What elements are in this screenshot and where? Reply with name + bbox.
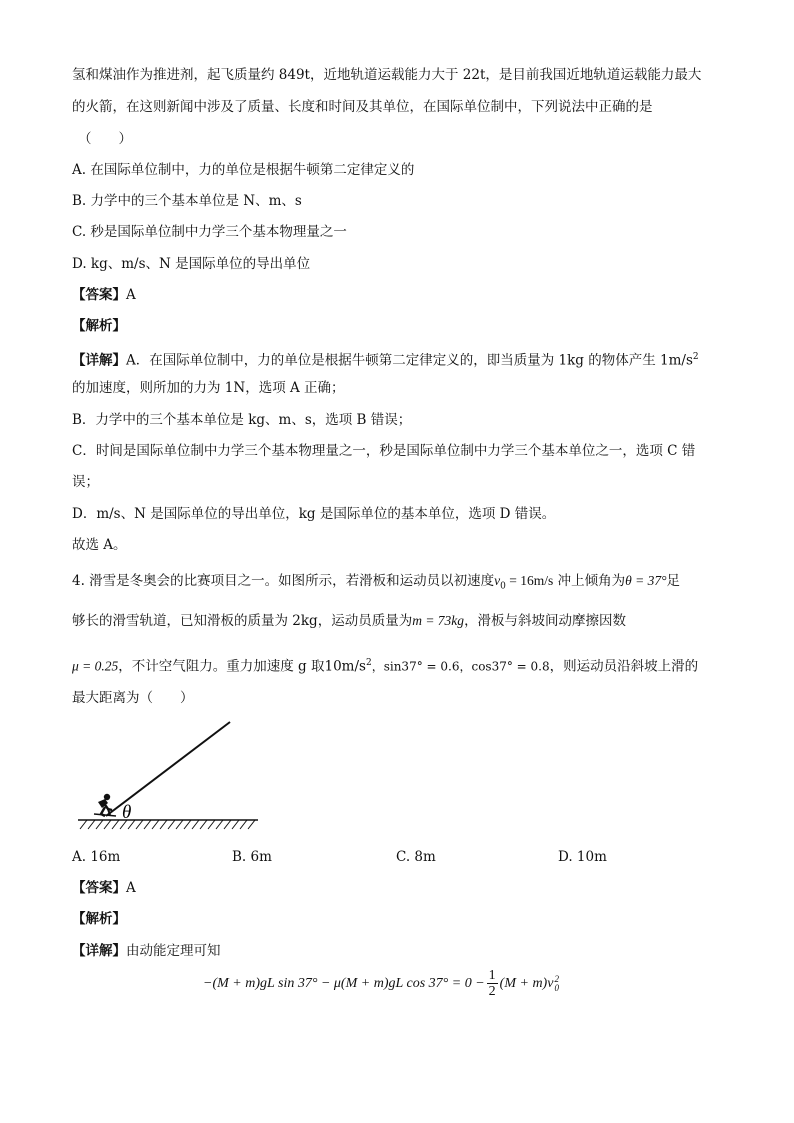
detail-text: 由动能定理可知 (126, 943, 221, 959)
q4-analysis-label: 【解析】 (72, 911, 126, 927)
q3-detail-line2: 的加速度，则所加的力为 1N，选项 A 正确； (72, 380, 345, 396)
q3-option-d: D. kg、m/s、N 是国际单位的导出单位 (72, 256, 311, 272)
detail-label: 【详解】 (72, 352, 126, 369)
equation-right: (M + m)v (499, 975, 554, 991)
q4-text: ，则运动员沿斜坡上滑的 (549, 658, 699, 675)
fraction-denominator: 2 (488, 984, 496, 999)
superscript: 2 (365, 658, 372, 668)
q4-option-c: C. 8m (396, 849, 436, 865)
answer-value: A (126, 880, 136, 896)
velocity-symbol: v (494, 573, 501, 588)
q3-stem-line1: 氢和煤油作为推进剂，起飞质量约 849t，近地轨道运载能力大于 22t，是目前我国近地轨道运载能力最大 (72, 67, 702, 83)
angle-value: θ = 37° (625, 573, 667, 588)
fraction (487, 968, 498, 999)
q4-text: 够长的滑雪轨道，已知滑板的质量为 2kg，运动员质量为 (72, 613, 413, 629)
q4-stem-line3 (72, 654, 698, 676)
q4-text: 足 (666, 573, 680, 589)
q3-stem-line2: 的火箭，在这则新闻中涉及了质量、长度和时间及其单位，在国际单位制中，下列说法中正确的是 (72, 99, 653, 115)
q4-text: ，滑板与斜坡间动摩擦因数 (464, 613, 627, 629)
answer-label: 【答案】 (72, 287, 126, 303)
q4-detail (72, 942, 221, 960)
energy-equation (203, 968, 559, 999)
q4-text: ，不计空气阻力。重力加速度 g 取 (118, 658, 325, 675)
gravity-value: 10m/s (324, 658, 366, 675)
fraction-numerator: 1 (488, 968, 496, 983)
q3-detail-line6: D．m/s、N 是国际单位的导出单位，kg 是国际单位的基本单位，选项 D 错误。 (72, 506, 556, 522)
q4-text: 冲上倾角为 (553, 573, 626, 589)
q3-detail-line1 (72, 348, 699, 370)
q3-option-b: B. 力学中的三个基本单位是 N、m、s (72, 193, 302, 209)
slope-figure (72, 712, 272, 837)
equation-left: −(M + m)gL sin 37° − μ(M + m)gL cos 37° = 0 − (203, 975, 485, 991)
subscript: 0 (554, 982, 559, 993)
detail-label: 【详解】 (72, 943, 126, 959)
cos-value: ，cos37° = 0.8 (459, 659, 550, 674)
q3-option-a: A. 在国际单位制中，力的单位是根据牛顿第二定律定义的 (72, 162, 415, 178)
angle-theta-label: θ (122, 802, 132, 823)
q4-option-b: B. 6m (232, 849, 272, 865)
detail-text: A．在国际单位制中，力的单位是根据牛顿第二定律定义的，即当质量为 1kg 的物体产生 1m/s (126, 352, 693, 369)
q3-answer-blank: （ ） (78, 131, 132, 147)
q3-conclusion: 故选 A。 (72, 537, 127, 553)
q4-stem-line2 (72, 612, 626, 630)
q4-stem-line1 (72, 572, 680, 596)
velocity-value: = 16m/s (505, 573, 554, 588)
q3-detail-line4: C．时间是国际单位制中力学三个基本物理量之一，秒是国际单位制中力学三个基本单位之一，选项 C 错 (72, 443, 696, 459)
sin-value: ，sin37° = 0.6 (371, 659, 460, 674)
ground-hatching (80, 820, 255, 829)
q4-stem-line4: 最大距离为（ ） (72, 690, 194, 706)
mass-value: m = 73kg (412, 613, 465, 628)
q3-answer (72, 286, 136, 304)
q4-option-d: D. 10m (558, 849, 607, 865)
superscript: 2 (692, 352, 699, 362)
q3-detail-line3: B．力学中的三个基本单位是 kg、m、s，选项 B 错误； (72, 412, 412, 428)
friction-coefficient: μ = 0.25 (72, 658, 119, 674)
skier-icon (94, 794, 116, 816)
answer-label: 【答案】 (72, 880, 126, 896)
q3-detail-line5: 误； (72, 474, 99, 490)
q4-option-a: A. 16m (72, 849, 121, 865)
subscript: 0 (500, 581, 506, 592)
superscript: 2 (554, 973, 559, 984)
q4-answer (72, 879, 136, 897)
q3-option-c: C. 秒是国际单位制中力学三个基本物理量之一 (72, 224, 347, 240)
q3-analysis-label: 【解析】 (72, 318, 126, 334)
answer-value: A (126, 287, 136, 303)
q4-text: 4. 滑雪是冬奥会的比赛项目之一。如图所示，若滑板和运动员以初速度 (72, 573, 495, 589)
